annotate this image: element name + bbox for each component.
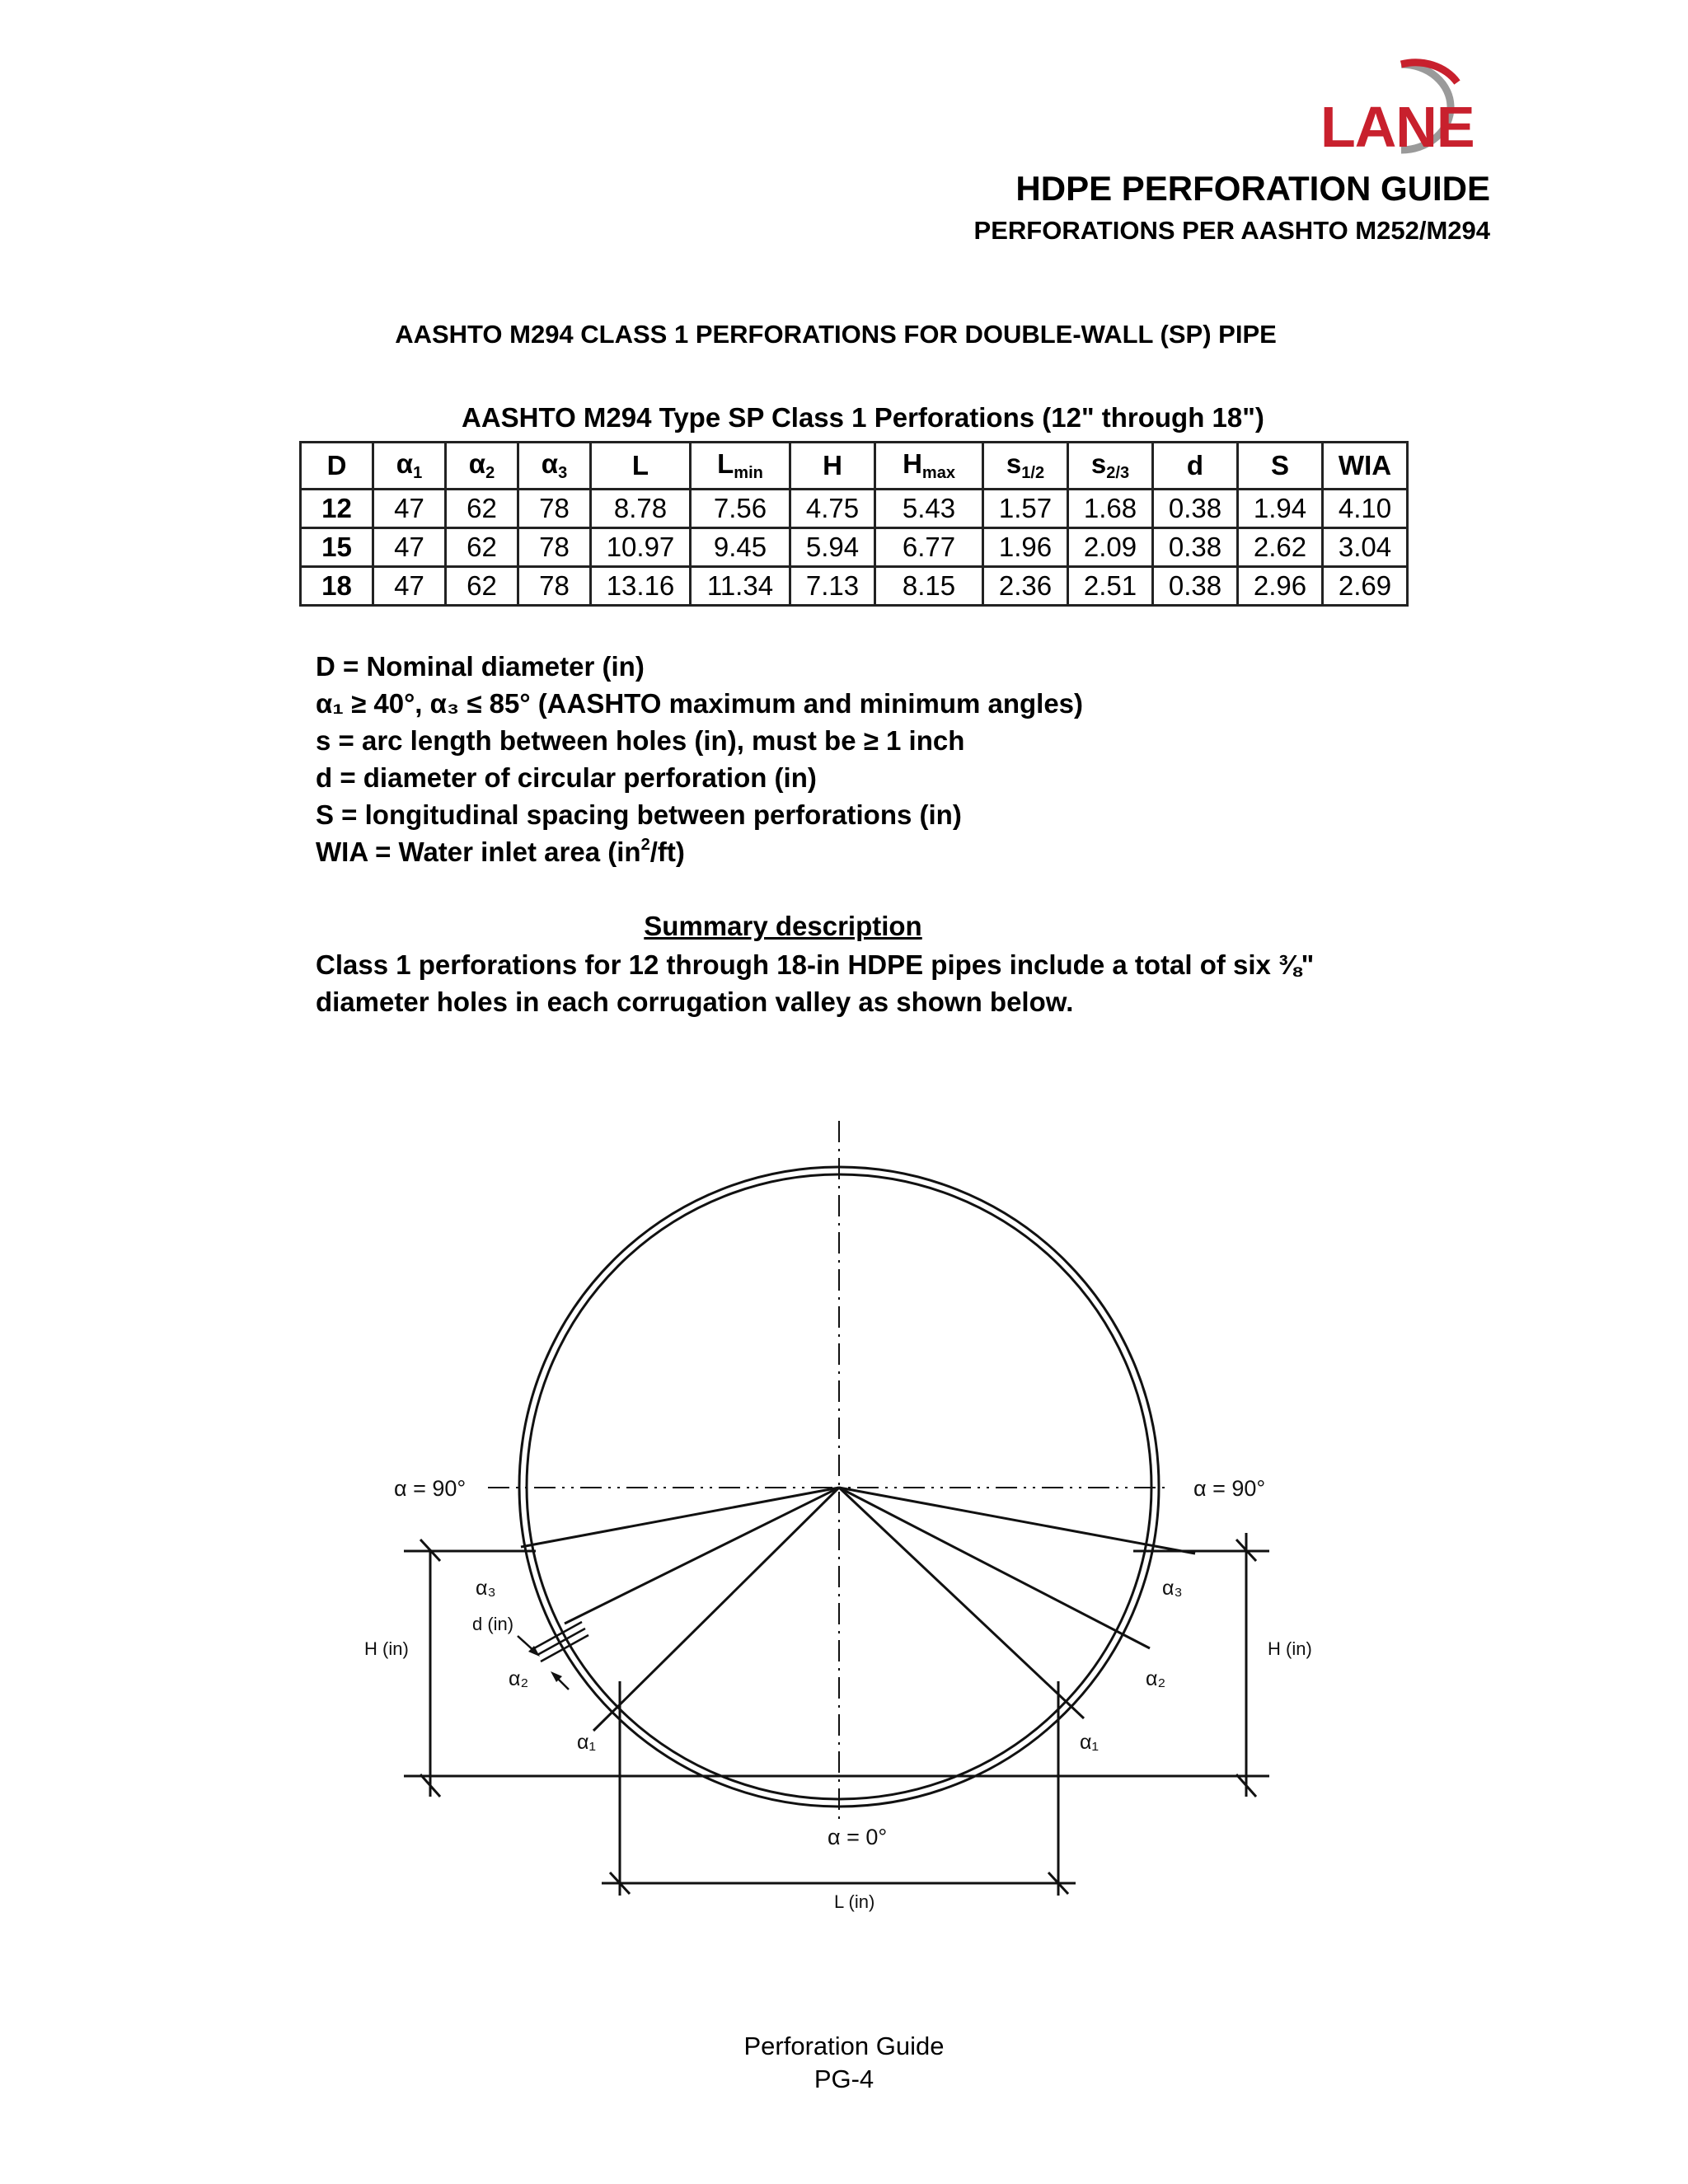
table-cell: 2.69 <box>1323 567 1408 606</box>
table-cell: 4.10 <box>1323 490 1408 528</box>
alpha1-left-label: α₁ <box>577 1731 596 1754</box>
table-cell: 8.15 <box>875 567 983 606</box>
table-cell: 18 <box>301 567 373 606</box>
alpha2-right-label: α₂ <box>1146 1667 1166 1690</box>
alpha3-right-label: α₃ <box>1162 1577 1183 1600</box>
table-cell: 0.38 <box>1153 567 1238 606</box>
alpha-90-right-label: α = 90° <box>1193 1476 1266 1501</box>
col-header-alpha1: $\alpha_1$ <box>373 443 446 490</box>
table-cell: 2.62 <box>1238 528 1323 567</box>
table-cell: 78 <box>518 567 591 606</box>
definition-item: α₁ ≥ 40°, α₃ ≤ 85° (AASHTO maximum and minimum angles) <box>316 688 1084 719</box>
table-cell: 2.51 <box>1068 567 1153 606</box>
definition-item: d = diameter of circular perforation (in) <box>316 762 817 793</box>
table-cell: 8.78 <box>591 490 691 528</box>
col-header-s23: $s_{2/3}$ <box>1068 443 1153 490</box>
table-cell: 10.97 <box>591 528 691 567</box>
table-cell: 12 <box>301 490 373 528</box>
table-row <box>301 528 1408 567</box>
table-cell: 2.96 <box>1238 567 1323 606</box>
table-cell: 3.04 <box>1323 528 1408 567</box>
table-cell: 5.43 <box>875 490 983 528</box>
table-cell: 62 <box>446 528 518 567</box>
col-header-l: L <box>591 443 691 490</box>
table-cell: 47 <box>373 490 446 528</box>
radial-line-a1-right <box>839 1488 1084 1718</box>
page-number: PG-4 <box>814 2064 874 2093</box>
definition-item: S = longitudinal spacing between perforations (in) <box>316 799 962 830</box>
radial-line-a2-left <box>565 1488 839 1624</box>
table-cell: 2.36 <box>983 567 1068 606</box>
col-header-hmax: $H_{max}$ <box>875 443 983 490</box>
table-cell: 13.16 <box>591 567 691 606</box>
col-header-d: D <box>301 443 373 490</box>
col-header-d-hole: d <box>1153 443 1238 490</box>
table-cell: 0.38 <box>1153 528 1238 567</box>
table-cell: 11.34 <box>691 567 790 606</box>
alpha-90-left-label: α = 90° <box>394 1476 467 1501</box>
definitions-list <box>316 648 1083 870</box>
col-header-lmin: $L_{min}$ <box>691 443 790 490</box>
table-cell: 78 <box>518 528 591 567</box>
radial-line-a3-right <box>839 1488 1195 1554</box>
col-header-wia: WIA <box>1323 443 1408 490</box>
col-header-s-spacing: S <box>1238 443 1323 490</box>
radial-line-a1-left <box>593 1488 839 1731</box>
definition-item: s = arc length between holes (in), must be ≥ 1 inch <box>316 725 965 756</box>
table-cell: 7.13 <box>790 567 875 606</box>
table-cell: 47 <box>373 528 446 567</box>
alpha2-left-label: α₂ <box>509 1667 529 1690</box>
table-cell: 2.09 <box>1068 528 1153 567</box>
table-cell: 62 <box>446 567 518 606</box>
table-cell: 1.57 <box>983 490 1068 528</box>
table-cell: 15 <box>301 528 373 567</box>
table-cell: 1.96 <box>983 528 1068 567</box>
section-title: AASHTO M294 CLASS 1 PERFORATIONS FOR DOUBLE-WALL (SP) PIPE <box>395 320 1277 349</box>
alpha1-right-label: α₁ <box>1080 1731 1099 1754</box>
perforation-diagram <box>0 1104 1688 1945</box>
table-caption: AASHTO M294 Type SP Class 1 Perforations (12" through 18") <box>462 402 1264 433</box>
table-cell: 47 <box>373 567 446 606</box>
table-cell: 9.45 <box>691 528 790 567</box>
definition-item: D = Nominal diameter (in) <box>316 651 645 682</box>
h-dimension-left-label: H (in) <box>364 1638 409 1659</box>
col-header-alpha2: $\alpha_2$ <box>446 443 518 490</box>
col-header-s12: $s_{1/2}$ <box>983 443 1068 490</box>
radial-line-a2-right <box>839 1488 1150 1648</box>
table-cell: 6.77 <box>875 528 983 567</box>
h-dimension-right-label: H (in) <box>1268 1638 1312 1659</box>
perforation-table <box>299 441 1409 607</box>
d-dimension-label: d (in) <box>472 1614 514 1634</box>
page-subtitle: PERFORATIONS PER AASHTO M252/M294 <box>973 216 1490 245</box>
table-row <box>301 567 1408 606</box>
alpha3-left-label: α₃ <box>476 1577 496 1600</box>
summary-title: Summary description <box>644 911 922 941</box>
table-cell: 78 <box>518 490 591 528</box>
logo-text: LANE <box>1320 95 1475 159</box>
col-header-h: H <box>790 443 875 490</box>
alpha-0-label: α = 0° <box>828 1825 888 1849</box>
table-row <box>301 490 1408 528</box>
table-cell: 62 <box>446 490 518 528</box>
table-cell: 5.94 <box>790 528 875 567</box>
table-cell: 7.56 <box>691 490 790 528</box>
footer-title: Perforation Guide <box>743 2032 945 2060</box>
col-header-alpha3: $\alpha_3$ <box>518 443 591 490</box>
table-cell: 4.75 <box>790 490 875 528</box>
table-cell: 1.68 <box>1068 490 1153 528</box>
lane-logo <box>1311 58 1500 157</box>
table-cell: 1.94 <box>1238 490 1323 528</box>
page-title: HDPE PERFORATION GUIDE <box>1015 169 1490 208</box>
definition-item: WIA = Water inlet area $(in^2/ft)$ <box>316 836 685 867</box>
radial-line-a3-left <box>521 1488 839 1547</box>
table-cell: 0.38 <box>1153 490 1238 528</box>
l-dimension-label: L (in) <box>834 1891 875 1912</box>
table-header-row <box>301 443 1408 490</box>
summary-text: Class 1 perforations for 12 through 18-in HDPE pipes include a total of six ⅜" diameter holes in each corrugation valley as shown below. <box>316 949 1315 1017</box>
